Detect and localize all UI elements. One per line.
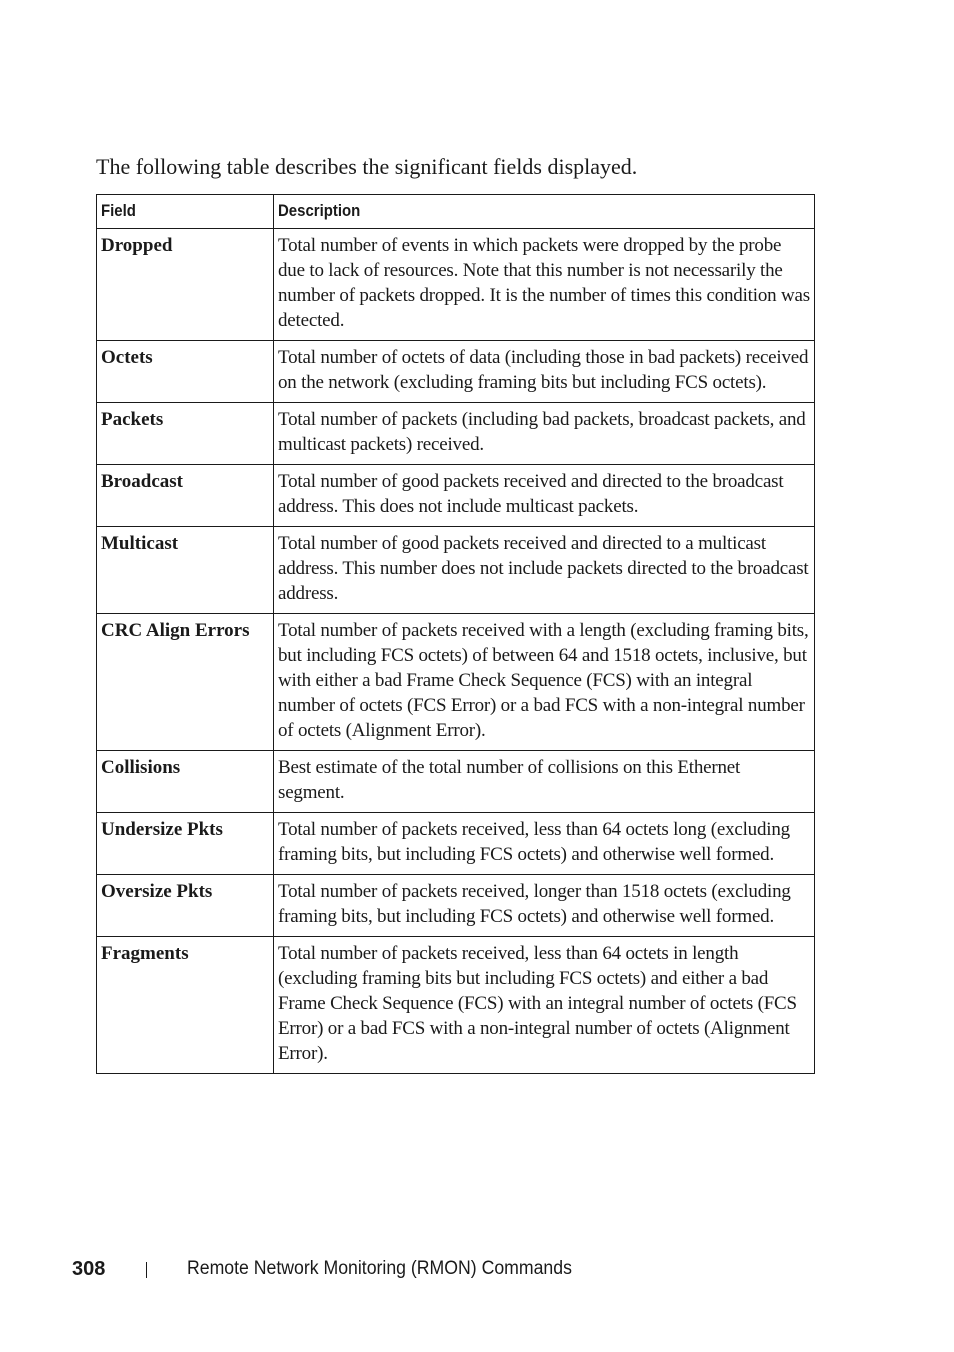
field-description: Best estimate of the total number of collisions on this Ethernet segment. [274, 751, 815, 813]
field-description: Total number of packets received with a length (excluding framing bits, but including FCS octets) of between 64 and 1518 octets, inclusive, but with either a bad Frame Check Sequence (FCS) with an integral number of octets (FCS Error) or a bad FCS with a non-integral number of octets (Alignment Error). [274, 614, 815, 751]
field-name: Multicast [97, 527, 274, 614]
field-name: Dropped [97, 229, 274, 341]
field-description: Total number of octets of data (including those in bad packets) received on the network (excluding framing bits but including FCS octets). [274, 341, 815, 403]
table-row [97, 937, 815, 1074]
field-name: Octets [97, 341, 274, 403]
page-footer [0, 1255, 954, 1285]
field-name: Undersize Pkts [97, 813, 274, 875]
field-name: Oversize Pkts [97, 875, 274, 937]
header-description-label: Description [278, 201, 361, 220]
field-description: Total number of events in which packets were dropped by the probe due to lack of resources. Note that this number is not necessarily the number of packets dropped. It is the number of times this condition was detected. [274, 229, 815, 341]
field-description: Total number of packets received, less than 64 octets long (excluding framing bits, but including FCS octets) and otherwise well formed. [274, 813, 815, 875]
chapter-title [187, 1255, 601, 1283]
table-row [97, 751, 815, 813]
fields-table [96, 194, 815, 1074]
field-name: Collisions [97, 751, 274, 813]
table-row [97, 341, 815, 403]
table-row [97, 465, 815, 527]
field-description: Total number of packets received, longer than 1518 octets (excluding framing bits, but including FCS octets) and otherwise well formed. [274, 875, 815, 937]
field-name: Packets [97, 403, 274, 465]
field-description: Total number of packets received, less than 64 octets in length (excluding framing bits but including FCS octets) and either a bad Frame Check Sequence (FCS) with an integral number of octets (FCS Error) or a bad FCS with a non-integral number of octets (Alignment Error). [274, 937, 815, 1074]
table-row [97, 614, 815, 751]
field-name: Fragments [97, 937, 274, 1074]
field-description: Total number of good packets received and directed to a multicast address. This number does not include packets directed to the broadcast address. [274, 527, 815, 614]
table-row [97, 403, 815, 465]
field-name: CRC Align Errors [97, 614, 274, 751]
table-row [97, 229, 815, 341]
intro-paragraph: The following table describes the significant fields displayed. [96, 154, 638, 179]
field-description: Total number of packets (including bad packets, broadcast packets, and multicast packets) received. [274, 403, 815, 465]
footer-divider [146, 1262, 147, 1278]
header-field [97, 195, 274, 229]
table-row [97, 875, 815, 937]
header-field-label: Field [101, 201, 136, 220]
page-number: 308 [72, 1258, 106, 1280]
chapter-title-text: Remote Network Monitoring (RMON) Commands [187, 1258, 572, 1279]
table-row [97, 527, 815, 614]
header-description [274, 195, 815, 229]
field-description: Total number of good packets received and directed to the broadcast address. This does not include multicast packets. [274, 465, 815, 527]
table-header-row [97, 195, 815, 229]
table-row [97, 813, 815, 875]
field-name: Broadcast [97, 465, 274, 527]
